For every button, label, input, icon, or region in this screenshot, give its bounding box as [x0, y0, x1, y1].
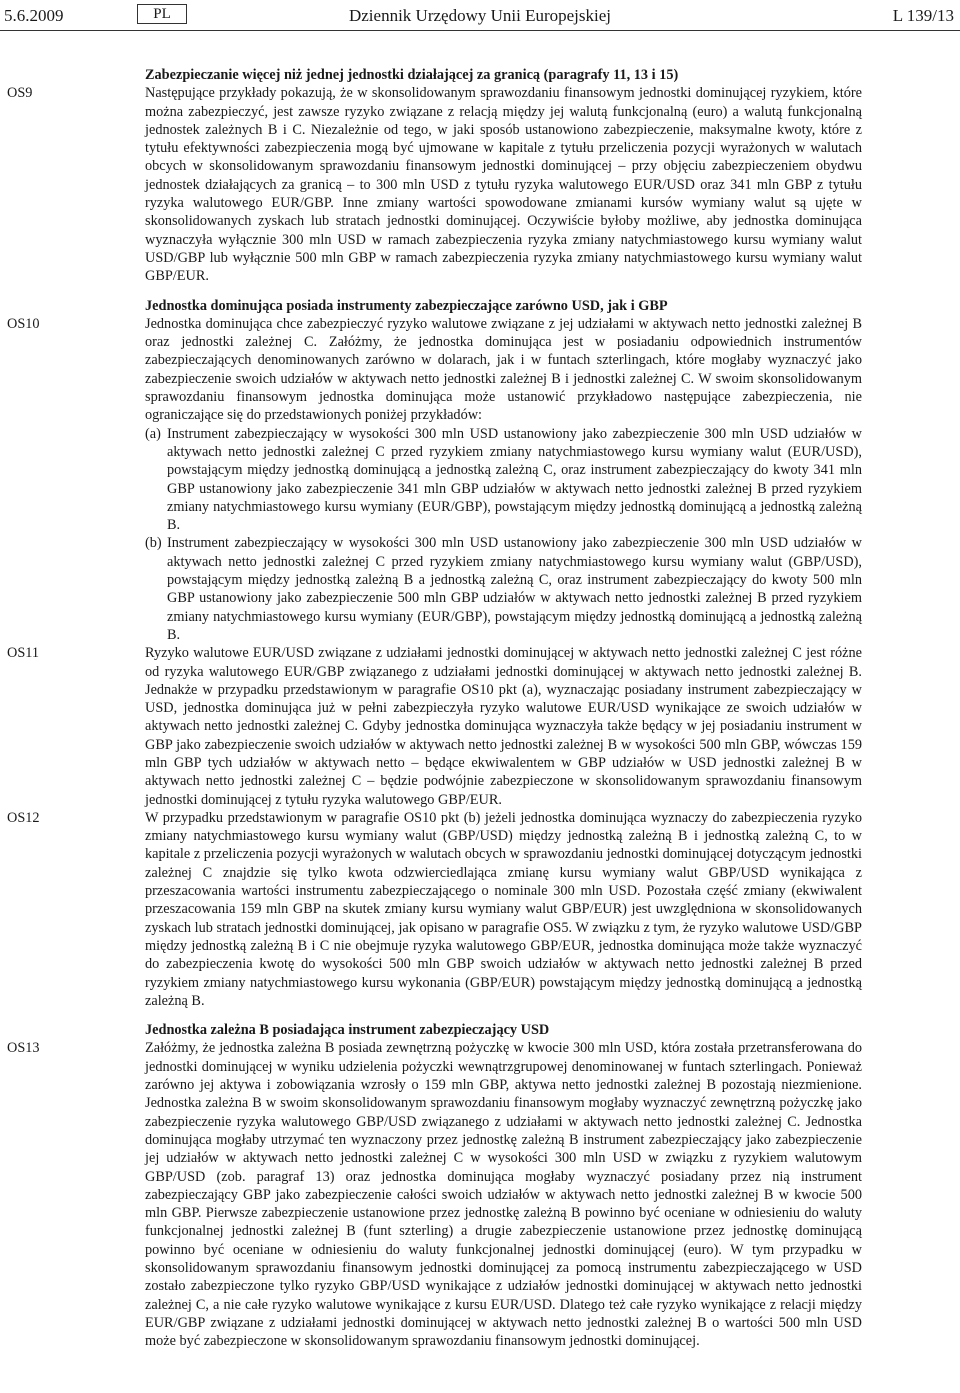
paragraph-number: OS10	[7, 315, 40, 332]
list-item-b	[145, 534, 862, 644]
list-item-a	[145, 425, 862, 535]
paragraph-os13	[7, 1039, 862, 1350]
document-body	[0, 66, 960, 1350]
paragraph-text: Następujące przykłady pokazują, że w skonsolidowanym sprawozdaniu finansowym jednostki dominującej ryzykiem, które można zabezpieczyć, jest zawsze ryzyko związane z relacją między jej walutą funkcjonalną (euro) a walutą funkcjonalną jednostek zależnych B i C. Niezależnie od tego, w jaki sposób ustanowiono zabezpieczenie, maksymalne kwoty, które z tytułu efektywności zabezpieczenia mogą być ujmowane w kapitale z tytułu przeliczenia pozycji wyrażonych w walutach obcych w skonsolidowanym sprawozdaniu finansowym jednostki dominującej – przy objęciu zabezpieczeniem obydwu jednostek działających za granicą – to 300 mln USD z tytułu ryzyka walutowego EUR/USD oraz 341 mln GBP z tytułu ryzyka walutowego EUR/GBP. Inne zmiany wartości spowodowane zmianami kursów wymiany walut są ujęte w skonsolidowanych zyskach lub stratach jednostki dominującej. Oczywiście byłoby możliwe, aby jednostka dominująca wyznaczyła wyłącznie 300 mln USD w ramach zabezpieczenia ryzyka zmiany natychmiastowego kursu wymiany walut USD/GBP lub wyłącznie 500 mln GBP w ramach zabezpieczenia ryzyka zmiany natychmiastowego kursu wymiany walut GBP/EUR.	[145, 85, 862, 285]
list-item-text: Instrument zabezpieczający w wysokości 300 mln USD ustanowiony jako zabezpieczenie 300 mln USD udziałów w aktywach netto jednostki zależnej C przed ryzykiem zmiany natychmiastowego kursu wymiany walut (GBP/USD), powstającym między jednostką zależną B a jednostką zależną C, oraz instrument zabezpieczający do kwoty 500 mln GBP ustanowiony jako zabezpieczenie 500 mln GBP udziałów w aktywach netto jednostki zależnej B przed ryzykiem zmiany natychmiastowego kursu wymiany (EUR/GBP), powstającym między jednostką dominującą a jednostką zależną B.	[167, 535, 862, 643]
section-heading-subsidiary-b: Jednostka zależna B posiadająca instrument zabezpieczający USD	[145, 1022, 550, 1039]
paragraph-text: Ryzyko walutowe EUR/USD związane z udziałami jednostki dominującej w aktywach netto jednostki zależnej C jest różne od ryzyka walutowego EUR/GBP związanego z udziałami jednostki dominującej w aktywach netto jednostki zależnej B. Jednakże w przypadku przedstawionym w paragrafie OS10 pkt (a), wyznaczając posiadany instrument zabezpieczający w USD, jednostka dominująca już w pełni zabezpieczyła ryzyko walutowe EUR/USD wynikające ze swoich udziałów w aktywach netto jednostki zależnej C. Gdyby jednostka dominująca wyznaczyła także będący w jej posiadaniu instrument w GBP jako zabezpieczenie swoich udziałów w aktywach netto jednostki zależnej B w wysokości 500 mln GBP, wówczas 159 mln GBP tych udziałów w aktywach netto – będące ekwiwalentem w GBP udziałów w USD jednostki zależnej B w aktywach netto jednostki zależnej C – będzie podwójnie zabezpieczone w skonsolidowanym sprawozdaniu finansowym jednostki dominującej z tytułu ryzyka walutowego GBP/EUR.	[145, 645, 862, 808]
section-heading-multiple-operations: Zabezpieczanie więcej niż jednej jednostki działającej za granicą (paragrafy 11, 13 i 15)	[145, 67, 679, 83]
paragraph-os9	[7, 84, 862, 285]
journal-title: Dziennik Urzędowy Unii Europejskiej	[348, 6, 611, 25]
list-item-label: (b)	[145, 535, 162, 552]
header-rule	[0, 30, 960, 31]
list-item-label: (a)	[145, 425, 161, 442]
section-heading-parent-hedges: Jednostka dominująca posiada instrumenty zabezpieczające zarówno USD, jak i GBP	[145, 297, 668, 314]
list-item-text: Instrument zabezpieczający w wysokości 300 mln USD ustanowiony jako zabezpieczenie 300 mln USD udziałów w aktywach netto jednostki zależnej C przed ryzykiem zmiany natychmiastowego kursu wymiany walut (EUR/USD), powstającym między jednostką dominującą a jednostką zależną C, oraz instrument zabezpieczający do kwoty 341 mln GBP ustanowiony jako zabezpieczenie 341 mln GBP udziałów w aktywach netto jednostki zależnej B przed ryzykiem zmiany natychmiastowego kursu wymiany (EUR/GBP), powstającym między jednostką dominującą a jednostką zależną B.	[167, 425, 862, 534]
language-box: PL	[137, 4, 187, 24]
paragraph-text: Jednostka dominująca chce zabezpieczyć ryzyko walutowe związane z jej udziałami w aktywach netto jednostki zależnej B oraz jednostki zależnej C. Załóżmy, że jednostka dominująca jest w posiadaniu odpowiednich instrumentów zabezpieczających denominowanych zarówno w dolarach, jak i w funtach szterlingach, które mogłaby wyznaczyć jako zabezpieczenie swoich udziałów w aktywach netto jednostki zależnej B i jednostki zależnej C. W swoim skonsolidowanym sprawozdaniu finansowym jednostka dominująca może ustanowić przykładowo następujące zabezpieczenia, nie ograniczające się do przedstawionych poniżej przykładów:	[145, 315, 862, 424]
paragraph-text: Załóżmy, że jednostka zależna B posiada zewnętrzną pożyczkę w kwocie 300 mln USD, która została przetransferowana do jednostki dominującej w wyniku udzielenia pożyczki wewnątrzgrupowej denominowanej w funtach szterlingach. Ponieważ zarówno jej aktywa i zobowiązania wzrosły o 159 mln GBP, aktywa netto jednostki zależnej B pozostają niezmienione. Jednostka zależna B w swoim skonsolidowanym sprawozdaniu finansowym mogłaby wyznaczyć zewnętrzną pożyczkę jako zabezpieczenie ryzyka walutowego GBP/USD związanego z udziałami w aktywach netto jednostki zależnej C. Jednostka dominująca mogłaby utrzymać ten wyznaczony przez jednostkę zależną B instrument zabezpieczający jako zabezpieczenie jej udziałów w aktywach netto jednostki zależnej C w wysokości 300 mln USD w związku z ryzykiem walutowym GBP/USD (zob. paragraf 13) oraz jednostka dominująca mogłaby wyznaczyć posiadany przez nią instrument zabezpieczający GBP jako zabezpieczenie całości swoich udziałów w aktywach netto jednostki zależnej B w kwocie 500 mln GBP. Pierwsze zabezpieczenie ustanowione przez jednostkę zależną B powinno być oceniane w odniesieniu do waluty funkcjonalnej jednostki zależnej B (funt szterling) a drugie zabezpieczenie ustanowione przez jednostkę dominującą powinno być oceniane w odniesieniu do waluty funkcjonalnej jednostki dominującej (euro). W tym przypadku w skonsolidowanym sprawozdaniu finansowym jednostki dominującej za pomocą instrumentu zabezpieczającego w USD zostało zabezpieczone tylko ryzyko GBP/USD wynikające z udziałów jednostki dominującej w aktywach netto jednostki zależnej C, a nie całe ryzyko walutowe wynikające z kursu EUR/USD. Dlatego też całe ryzyko wynikające z relacji między EUR/GBP związane z udziałami jednostki dominującej w aktywach netto jednostki zależnej B o wartości 500 mln USD może być zabezpieczone w skonsolidowanym sprawozdaniu finansowym jednostki dominującej.	[145, 1040, 862, 1350]
paragraph-number: OS11	[7, 645, 40, 662]
publication-date: 5.6.2009	[4, 6, 64, 25]
paragraph-os10	[7, 315, 862, 644]
paragraph-os11	[7, 644, 862, 809]
paragraph-os12	[7, 809, 862, 1010]
paragraph-text: W przypadku przedstawionym w paragrafie OS10 pkt (b) jeżeli jednostka dominująca wyznaczy do zabezpieczenia ryzyko zmiany natychmiastowego kursu wymiany walut (GBP/USD) między jednostką zależną B i jednostką zależną C, to w kapitale z przeliczenia pozycji wyrażonych w walutach obcych w sprawozdaniu jednostki dominującej dotyczącym jednostki zależnej C znajdzie się tylko kwota odzwierciedlająca zmianę kursu wymiany walut GBP/USD wynikająca z przeszacowania wartości instrumentu zabezpieczającego o nominale 300 mln USD. Pozostała część zmiany (ekwiwalent przeszacowania 159 mln GBP na skutek zmiany kursu wymiany walut GBP/EUR) jest uwzględniona w skonsolidowanych zyskach lub stratach jednostki dominującej, jak opisano w paragrafie OS5. W związku z tym, że ryzyko walutowe USD/GBP między jednostką zależną B i C nie obejmuje ryzyka walutowego GBP/EUR, jednostka dominująca może także wyznaczyć do zabezpieczenia kwotę do wysokości 500 mln GBP swoich udziałów w aktywach netto jednostki zależnej B przed ryzykiem zmiany natychmiastowego kursu wykonania (GBP/EUR) powstającym między jednostką dominującą a jednostką zależną B.	[145, 809, 862, 1009]
paragraph-number: OS9	[7, 85, 33, 102]
page-reference: L 139/13	[892, 6, 954, 25]
paragraph-number: OS13	[7, 1040, 40, 1057]
page-header	[0, 4, 960, 28]
paragraph-number: OS12	[7, 809, 40, 826]
